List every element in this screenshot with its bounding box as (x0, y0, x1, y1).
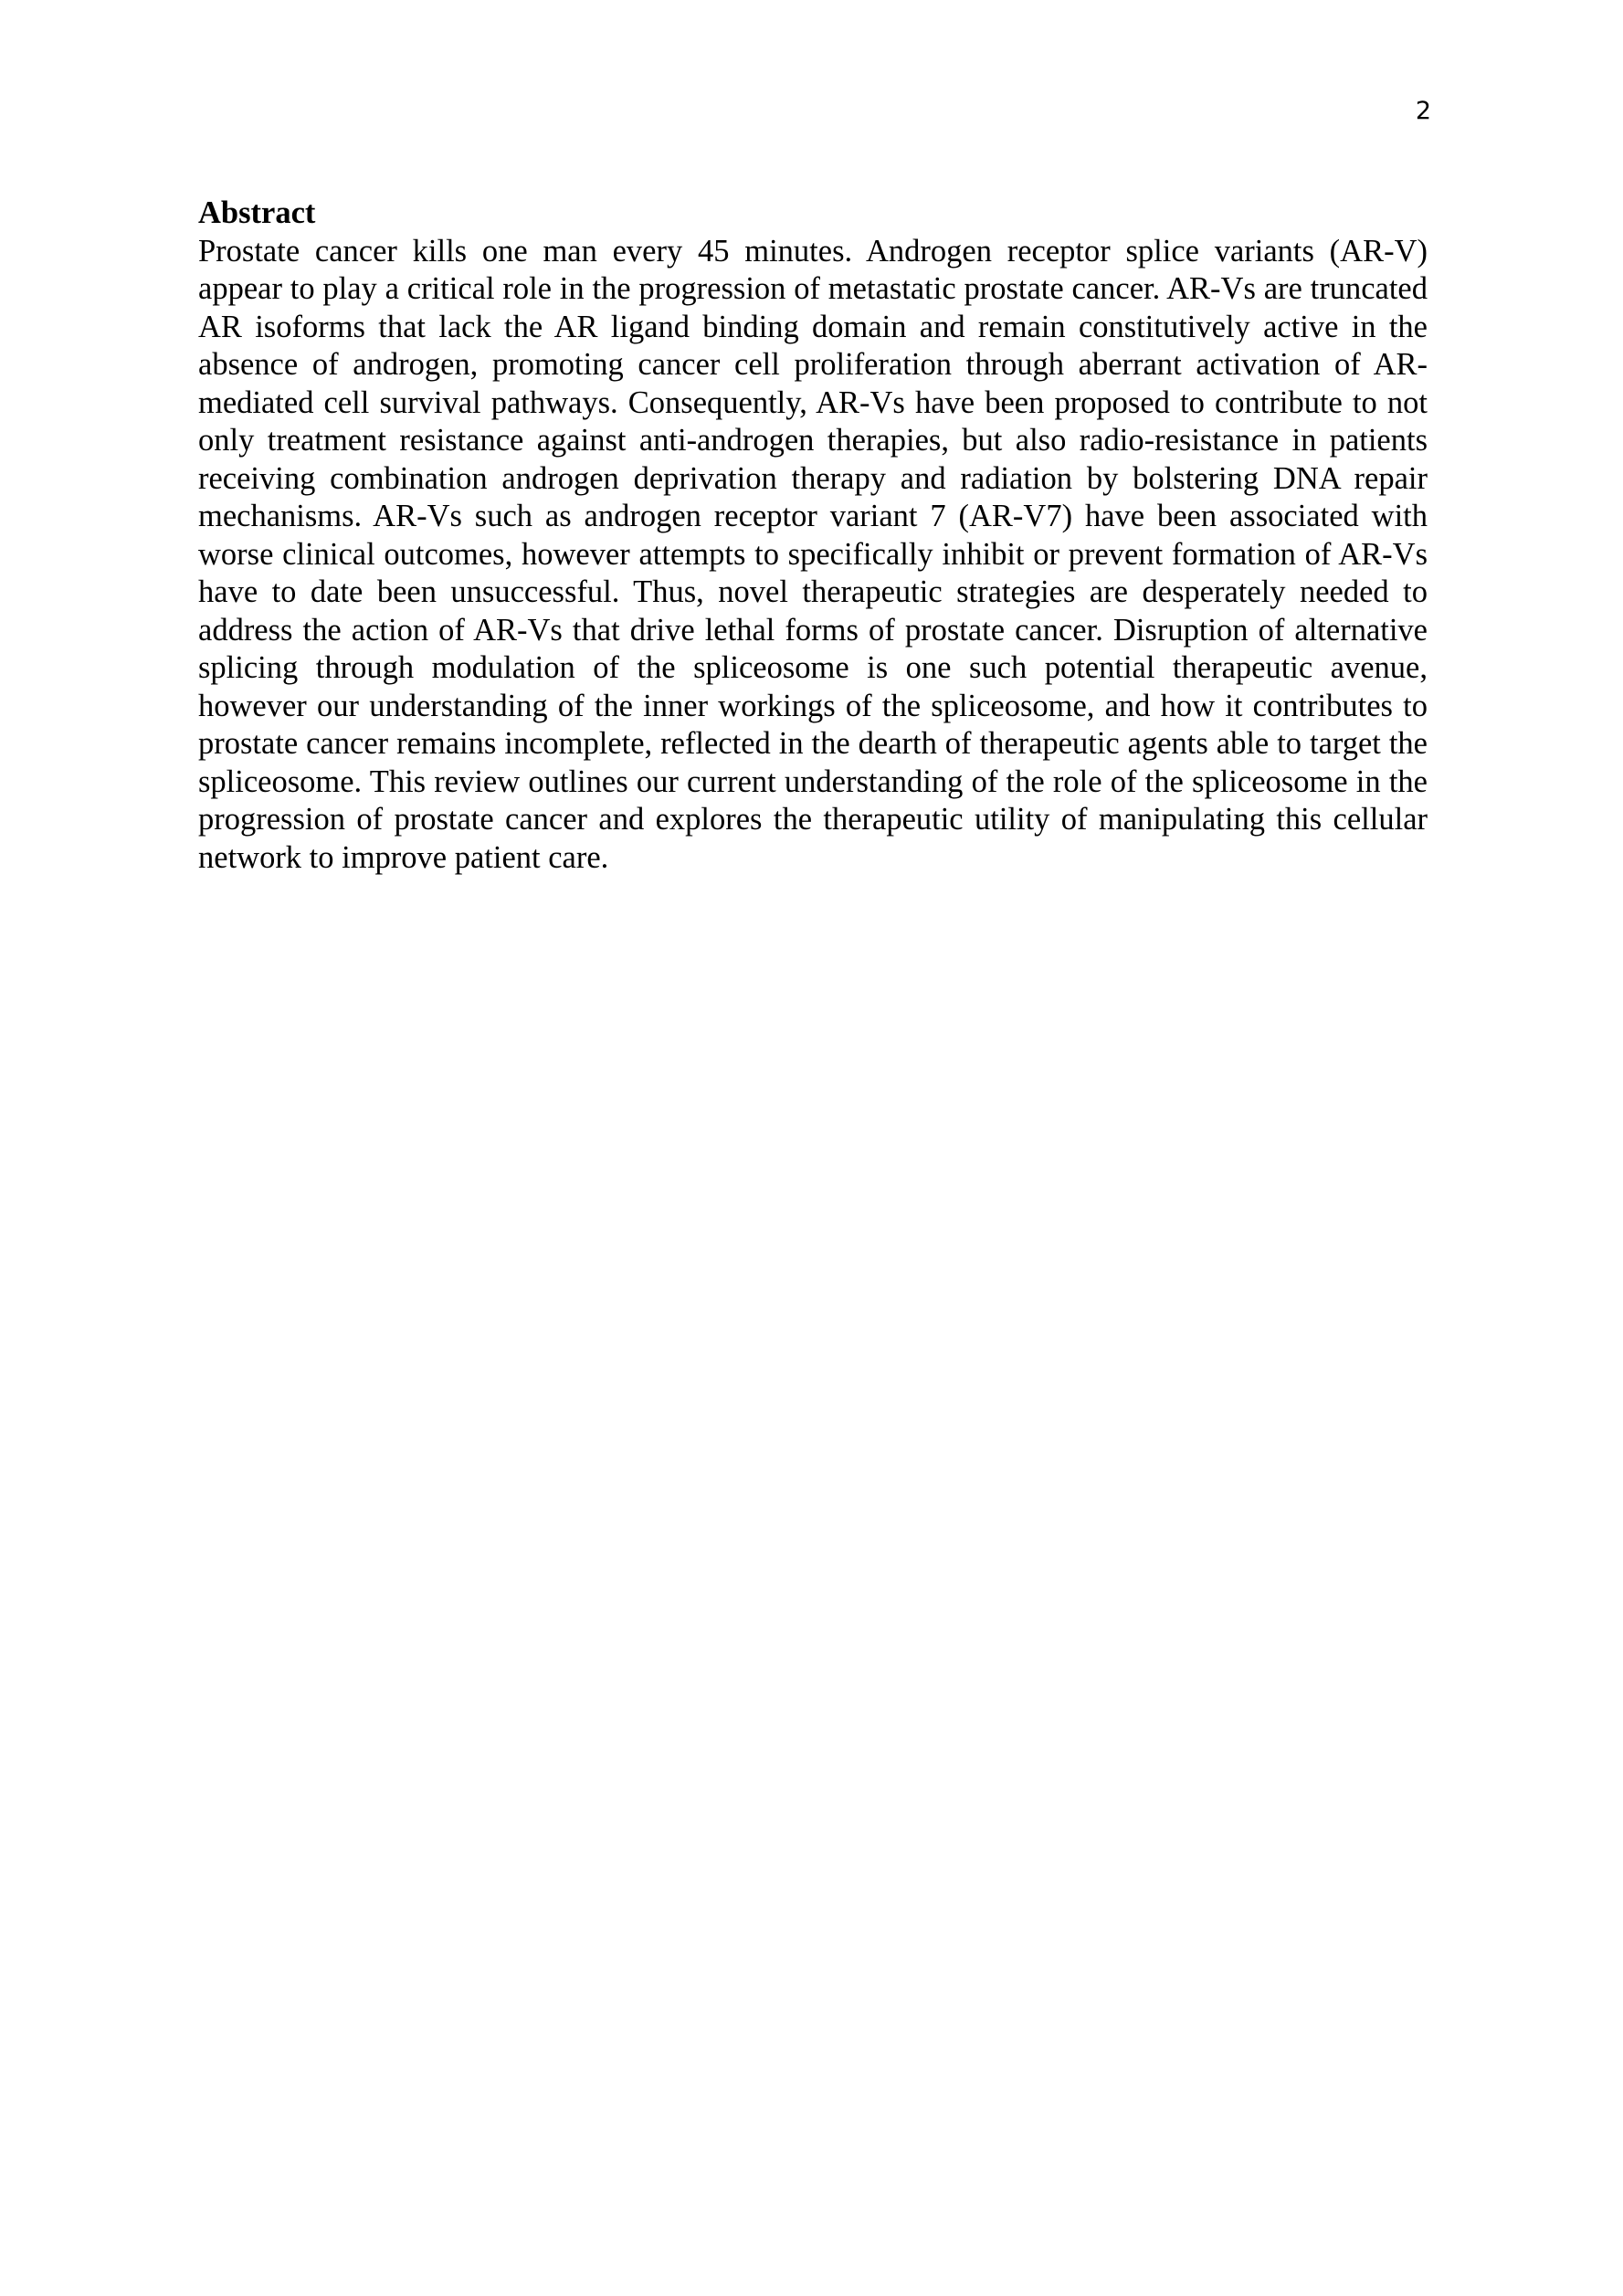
page-number: 2 (1415, 97, 1431, 125)
abstract-heading: Abstract (198, 195, 316, 230)
abstract-body: Prostate cancer kills one man every 45 minutes. Androgen receptor splice variants (AR-V) appear to play a critical role in the progression of metastatic prostate cancer. AR-Vs are truncated AR isoforms that lack the AR ligand binding domain and remain constitutively active in the absence of androgen, promoting cancer cell proliferation through aberrant activation of AR-mediated cell survival pathways. Consequently, AR-Vs have been proposed to contribute to not only treatment resistance against anti-androgen therapies, but also radio-resistance in patients receiving combination androgen deprivation therapy and radiation by bolstering DNA repair mechanisms. AR-Vs such as androgen receptor variant 7 (AR-V7) have been associated with worse clinical outcomes, however attempts to specifically inhibit or prevent formation of AR-Vs have to date been unsuccessful. Thus, novel therapeutic strategies are desperately needed to address the action of AR-Vs that drive lethal forms of prostate cancer. Disruption of alternative splicing through modulation of the spliceosome is one such potential therapeutic avenue, however our understanding of the inner workings of the spliceosome, and how it contributes to prostate cancer remains incomplete, reflected in the dearth of therapeutic agents able to target the spliceosome. This review outlines our current understanding of the role of the spliceosome in the progression of prostate cancer and explores the therapeutic utility of manipulating this cellular network to improve patient care. (198, 233, 1428, 875)
abstract-section (198, 195, 1428, 877)
